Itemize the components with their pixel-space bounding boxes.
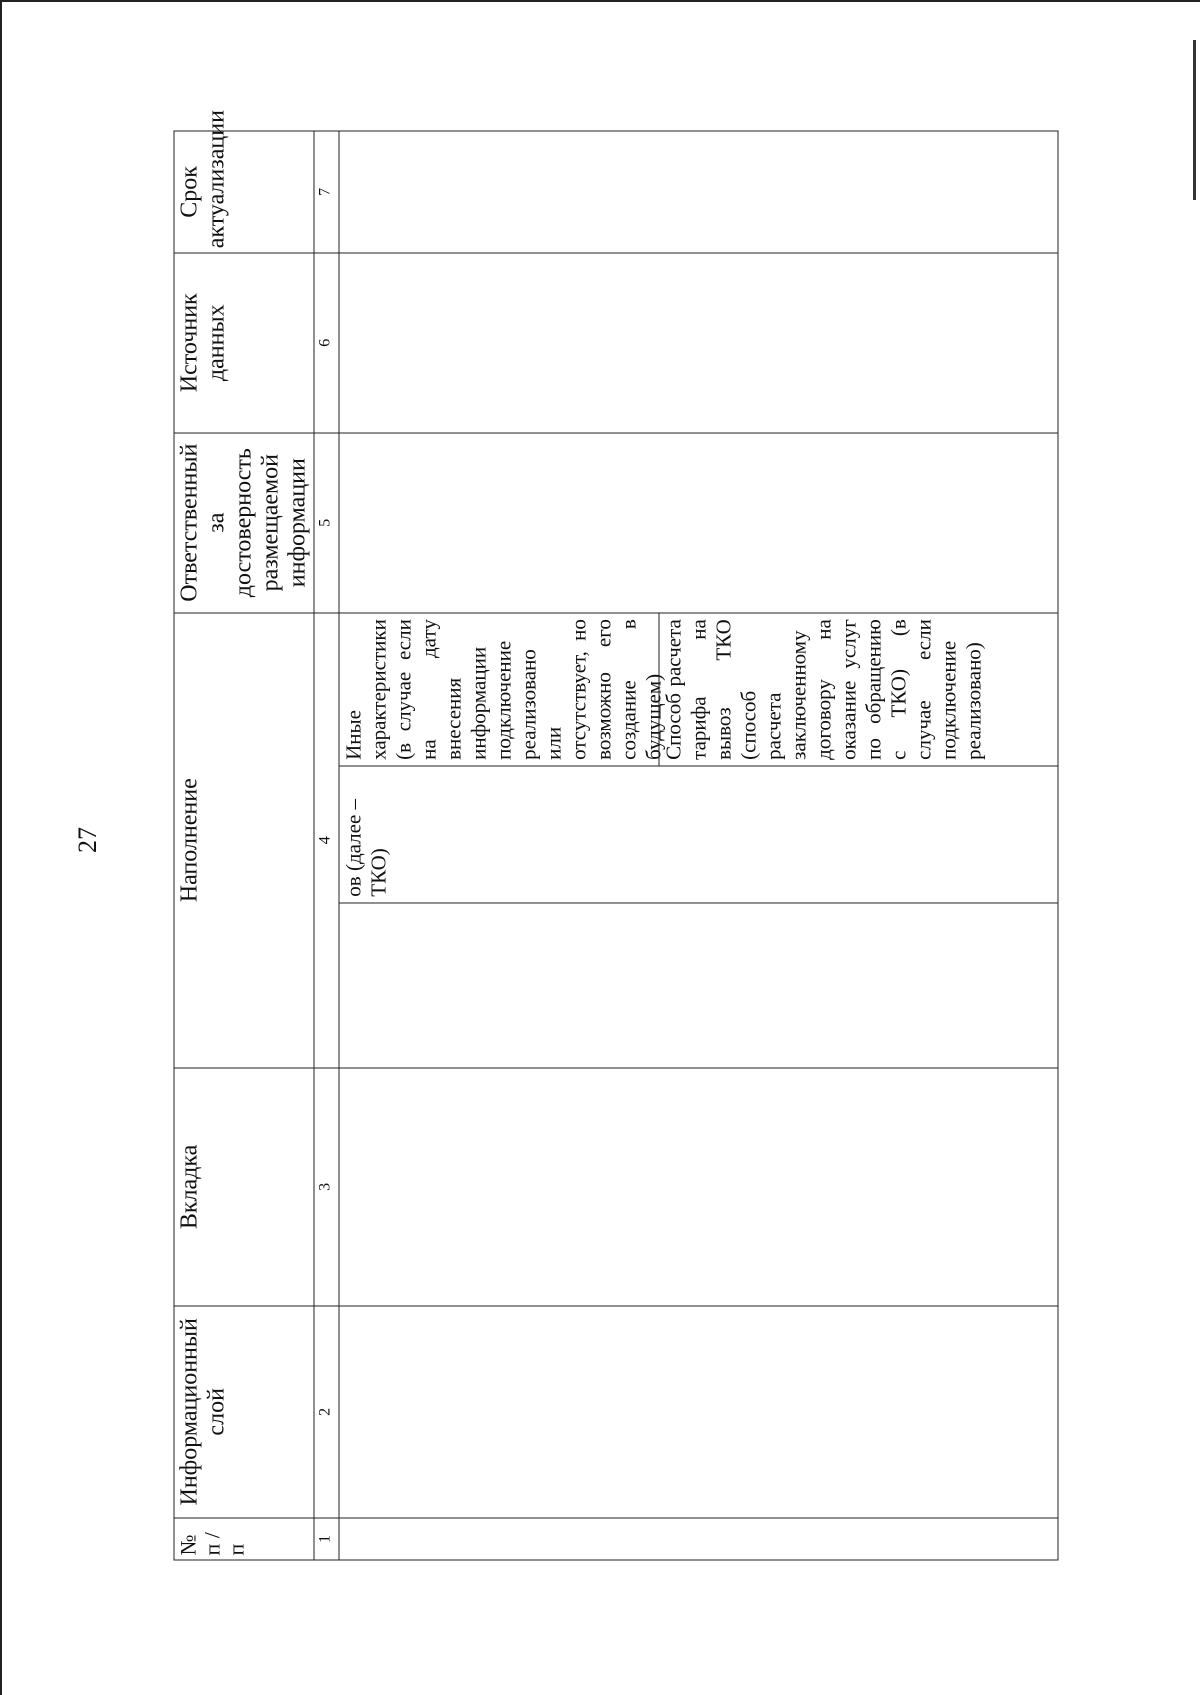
- scan-edge-right: [1193, 40, 1196, 200]
- header-layer: Информационный слой: [174, 1305, 314, 1517]
- column-number: 7: [314, 131, 339, 253]
- column-number: 4: [314, 612, 339, 1067]
- scan-edge-left: [0, 0, 2, 1695]
- header-tab: Вкладка: [174, 1067, 314, 1305]
- header-term: Срок актуализации: [174, 131, 314, 253]
- column-number: 3: [314, 1067, 339, 1305]
- cell-no: [339, 1517, 1058, 1559]
- page-number: 27: [73, 827, 102, 853]
- header-fill: Наполнение: [174, 612, 314, 1067]
- table-row: [339, 131, 1058, 1560]
- fill-subcell-items: [340, 613, 1058, 766]
- column-number: 2: [314, 1305, 339, 1517]
- cell-fill: [339, 612, 1058, 1067]
- cell-layer: [339, 1305, 1058, 1517]
- header-source: Источник данных: [174, 252, 314, 432]
- table-header-row: [174, 131, 314, 1560]
- fill-item: Способ расчета тарифа на вывоз ТКО (способ расчета заключенному договору на оказание услуг по обращению с ТКО) (в случае если подключение реализовано): [659, 613, 989, 766]
- cell-source: [339, 252, 1058, 432]
- info-layers-table: [174, 109, 1059, 1560]
- fill-subcell-empty: [340, 902, 1058, 1067]
- column-number-row: [314, 131, 339, 1560]
- rotated-table-sheet: [174, 109, 1059, 1560]
- fill-subcell-continued: ов (далее – ТКО): [340, 765, 1058, 902]
- column-number: 1: [314, 1517, 339, 1559]
- scan-edge-top: [0, 0, 1200, 2]
- cell-tab: [339, 1067, 1058, 1305]
- fill-item: Иные характеристики (в случае если на дату внесения информации подключение реализовано или отсутствует, но возможно его создание в будущем): [341, 618, 666, 760]
- column-number: 5: [314, 432, 339, 612]
- header-no: № п / п: [174, 1517, 314, 1559]
- header-responsible: Ответственный за достоверность размещаемой информации: [174, 432, 314, 612]
- column-number: 6: [314, 252, 339, 432]
- cell-term: [339, 131, 1058, 253]
- cell-responsible: [339, 432, 1058, 612]
